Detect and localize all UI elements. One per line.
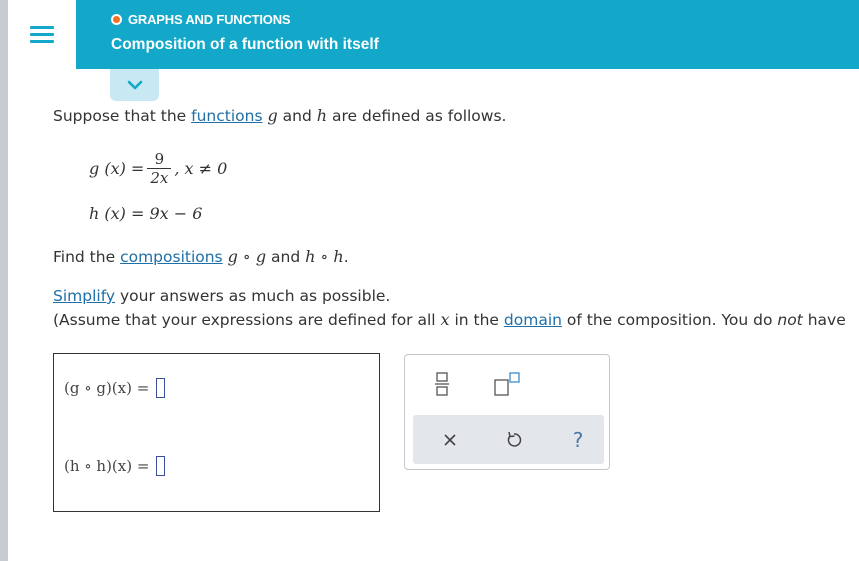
palette-actions [413, 415, 604, 464]
help-button[interactable] [563, 425, 593, 455]
assume-text-2: in the [449, 311, 504, 329]
answer-label-hh: (h ∘ h)(x) = [64, 457, 150, 475]
assume-text-4: have [802, 311, 846, 329]
find-sentence [53, 247, 349, 266]
domain-link[interactable]: domain [503, 311, 562, 329]
simplify-text: your answers as much as possible. [115, 287, 391, 305]
answer-line-gg [64, 378, 165, 398]
hamburger-menu-icon [30, 22, 54, 47]
help-icon: ? [572, 428, 584, 452]
fraction-button[interactable] [427, 369, 457, 399]
math-palette [404, 354, 610, 470]
definition-g-lhs: g (x) = [89, 159, 145, 178]
find-text-1: Find the [53, 248, 121, 266]
assume-sentence [53, 310, 846, 329]
intro-text-2: and [277, 107, 317, 125]
functions-link[interactable]: functions [191, 107, 263, 125]
header-bar [8, 0, 859, 69]
progress-status-icon [111, 14, 122, 25]
simplify-link[interactable]: Simplify [53, 287, 116, 305]
undo-button[interactable] [499, 425, 529, 455]
answer-label-gg: (g ∘ g)(x) = [64, 379, 150, 397]
definition-g-denominator: 2x [147, 168, 171, 187]
fraction-icon [434, 372, 450, 396]
assume-text-1: (Assume that your expressions are defined for all [53, 311, 441, 329]
definition-g [89, 150, 227, 187]
answer-line-hh [64, 456, 165, 476]
var-x: x [440, 310, 450, 329]
chevron-down-icon [127, 80, 143, 90]
compositions-link[interactable]: compositions [120, 248, 223, 266]
intro-sentence [53, 106, 506, 125]
var-g: g [267, 106, 278, 125]
definition-h: h (x) = 9x − 6 [89, 204, 203, 223]
definition-g-condition: , x ≠ 0 [174, 159, 228, 178]
definition-g-numerator: 9 [154, 150, 165, 168]
assume-text-3: of the composition. You do [561, 311, 778, 329]
expand-button[interactable] [110, 69, 159, 101]
definition-g-fraction [147, 150, 171, 187]
var-h: h [316, 106, 328, 125]
composition-gg: g ∘ g [227, 247, 267, 266]
exponent-icon [492, 371, 522, 397]
composition-hh: h ∘ h [305, 247, 344, 266]
clear-button[interactable] [435, 425, 465, 455]
answer-input-gg[interactable] [156, 378, 165, 398]
answer-box [53, 353, 380, 512]
topic-row [111, 12, 290, 27]
find-text-2: and [266, 248, 306, 266]
simplify-sentence [53, 287, 390, 305]
topic-label: GRAPHS AND FUNCTIONS [128, 12, 291, 27]
left-rail [0, 0, 8, 561]
intro-text-1: Suppose that the [53, 107, 192, 125]
undo-icon [505, 431, 523, 449]
intro-text-3: are defined as follows. [327, 107, 507, 125]
find-text-3: . [343, 248, 349, 266]
close-icon [443, 433, 457, 447]
assume-emphasis: not [777, 311, 803, 329]
menu-button[interactable] [8, 0, 76, 69]
answer-input-hh[interactable] [156, 456, 165, 476]
exponent-button[interactable] [489, 369, 525, 399]
page-title: Composition of a function with itself [111, 36, 379, 53]
